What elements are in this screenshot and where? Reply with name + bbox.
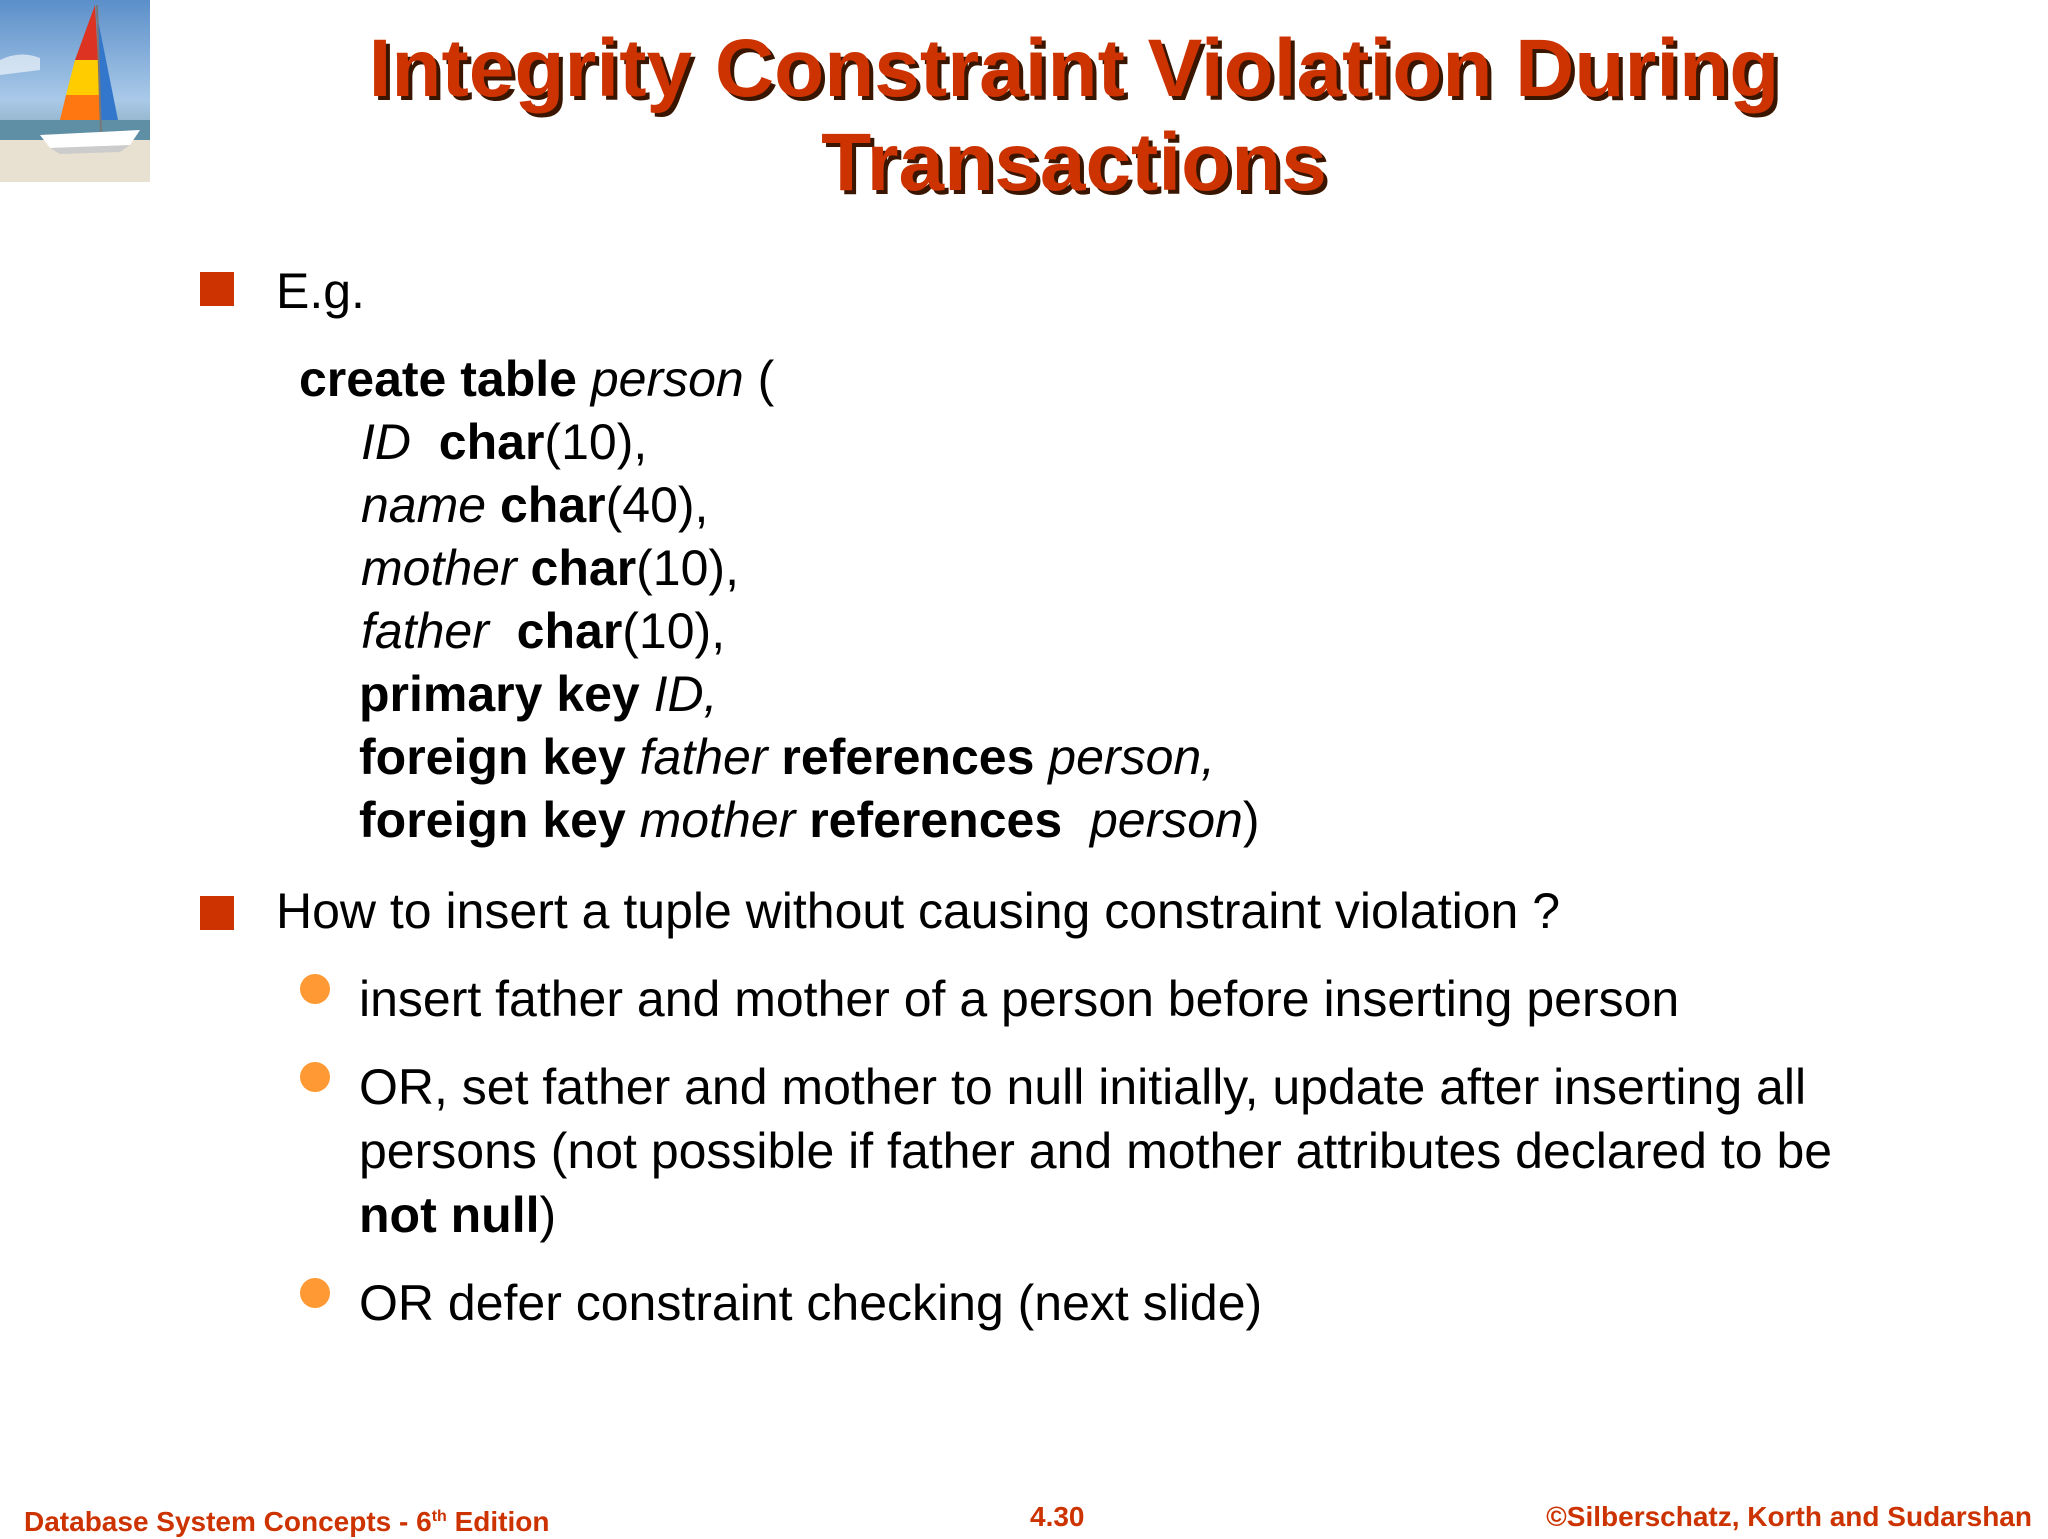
code-line-8 xyxy=(359,789,1260,852)
bullet-dot-icon xyxy=(300,1062,330,1092)
slide-title: Integrity Constraint Violation During Transactions xyxy=(368,23,1780,208)
sub-bullet-insert-parents: insert father and mother of a person before inserting person xyxy=(359,971,1680,1027)
footer-text: Edition xyxy=(446,1506,550,1537)
code-text: (10), xyxy=(636,540,739,596)
code-identifier: person, xyxy=(1048,729,1216,785)
sub-bullet-set-null-1: OR, set father and mother to null initially, update after inserting all xyxy=(359,1059,1807,1115)
code-identifier: father xyxy=(639,729,768,785)
code-keyword: char xyxy=(438,414,545,470)
code-line-1 xyxy=(299,348,774,411)
footer-book-title xyxy=(24,1500,549,1539)
code-line-2 xyxy=(361,411,647,474)
code-keyword: foreign key xyxy=(359,729,626,785)
code-identifier: mother xyxy=(361,540,517,596)
code-line-6 xyxy=(359,663,718,726)
code-keyword: primary key xyxy=(359,666,640,722)
code-line-7 xyxy=(359,726,1215,789)
bullet-square-icon xyxy=(200,272,234,306)
bullet-square-icon xyxy=(200,896,234,930)
bullet-dot-icon xyxy=(300,974,330,1004)
code-identifier: father xyxy=(361,603,489,659)
code-identifier: name xyxy=(361,477,487,533)
code-keyword: not null xyxy=(359,1187,540,1243)
code-identifier: ID, xyxy=(653,666,718,722)
bullet-how-to-insert: How to insert a tuple without causing constraint violation ? xyxy=(276,883,1561,939)
code-line-3 xyxy=(361,474,708,537)
code-text: (10), xyxy=(544,414,648,470)
sub-bullet-text: ) xyxy=(539,1187,557,1243)
bullet-eg: E.g. xyxy=(276,263,365,319)
sub-bullet-set-null-3 xyxy=(359,1184,556,1246)
code-identifier: person xyxy=(1089,792,1243,848)
code-identifier: ID xyxy=(361,414,411,470)
code-identifier: mother xyxy=(639,792,796,848)
code-keyword: char xyxy=(499,477,606,533)
code-keyword: foreign key xyxy=(359,792,626,848)
footer-copyright: ©Silberschatz, Korth and Sudarshan xyxy=(1546,1501,2032,1532)
sub-bullet-defer: OR defer constraint checking (next slide) xyxy=(359,1275,1263,1331)
code-text: ( xyxy=(743,351,775,407)
code-keyword: char xyxy=(530,540,637,596)
code-keyword: references xyxy=(781,729,1035,785)
code-text: (40), xyxy=(605,477,709,533)
code-keyword: create table xyxy=(299,351,577,407)
footer-superscript: th xyxy=(431,1508,447,1525)
code-text: ) xyxy=(1242,792,1260,848)
footer-text: Database System Concepts - 6 xyxy=(24,1506,432,1537)
code-keyword: references xyxy=(809,792,1063,848)
code-line-5 xyxy=(361,600,725,663)
code-line-4 xyxy=(361,537,739,600)
sub-bullet-set-null-2: persons (not possible if father and mother attributes declared to be xyxy=(359,1123,1833,1179)
footer-page-number: 4.30 xyxy=(1030,1501,1085,1532)
code-keyword: char xyxy=(516,603,623,659)
bullet-dot-icon xyxy=(300,1278,330,1308)
code-text: (10), xyxy=(622,603,726,659)
code-identifier: person xyxy=(590,351,744,407)
